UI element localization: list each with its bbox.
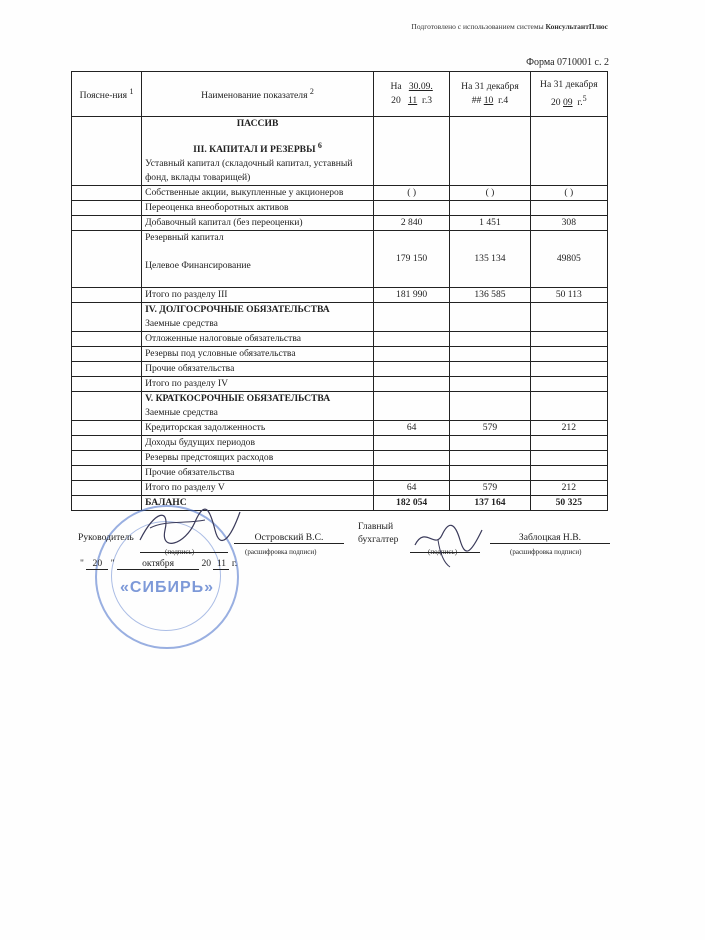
chief-handwritten-signature: [410, 515, 490, 570]
chief-decode-caption: (расшифровка подписи): [510, 548, 582, 556]
col4-title: На 31 декабря: [461, 81, 519, 92]
col-note-label: Поясне-ния: [79, 90, 128, 102]
note-cell: [72, 421, 142, 436]
row-label-payables: Кредиторская задолженность: [142, 421, 374, 436]
row-label-lt-other: Прочие обязательства: [142, 362, 374, 377]
value-cell: [530, 347, 607, 362]
chief-name: Заблоцкая Н.В.: [490, 532, 610, 544]
value-cell: [530, 303, 607, 332]
note-cell: [72, 362, 142, 377]
value-cell: 182 054: [374, 496, 450, 511]
row-label-deferred-tax: Отложенные налоговые обязательства: [142, 332, 374, 347]
value-cell: 579: [450, 481, 530, 496]
col5-year-prefix: 20: [551, 97, 561, 109]
chief-label-line1: Главный: [358, 521, 394, 532]
prepared-note: [411, 22, 608, 31]
system-name: КонсультантПлюс: [545, 22, 608, 31]
table-row: [72, 332, 608, 347]
balance-table: [71, 71, 608, 511]
date-day: 20: [86, 558, 108, 570]
value-cell: [530, 362, 607, 377]
value-cell: [530, 466, 607, 481]
row-label-additional-capital: Добавочный капитал (без переоценки): [142, 216, 374, 231]
value-cell: 181 990: [374, 288, 450, 303]
col3-date: 30.09.: [408, 81, 433, 92]
note-cell: [72, 303, 142, 332]
chief-accountant-label: [358, 520, 398, 546]
section5-cell: [142, 392, 374, 421]
value-cell: [374, 377, 450, 392]
value-cell: [450, 201, 530, 216]
col3-year-prefix: 20: [391, 95, 401, 106]
note-cell: [72, 117, 142, 186]
value-cell: [530, 117, 607, 186]
value-cell: 50 325: [530, 496, 607, 511]
value-cell: 1 451: [450, 216, 530, 231]
section3-sup: 6: [317, 141, 322, 150]
note-cell: [72, 496, 142, 511]
value-cell: ( ): [450, 186, 530, 201]
chief-label-line2: бухгалтер: [358, 534, 399, 545]
note-cell: [72, 347, 142, 362]
section5-title: V. КРАТКОСРОЧНЫЕ ОБЯЗАТЕЛЬСТВА: [145, 393, 331, 405]
value-cell: [450, 332, 530, 347]
col5-sup: 5: [582, 93, 587, 103]
value-cell: [374, 451, 450, 466]
date-year: 11: [213, 558, 229, 570]
row-label-deferred-income: Доходы будущих периодов: [142, 436, 374, 451]
table-row: [72, 231, 608, 288]
col-name-label: Наименование показателя: [201, 90, 308, 102]
col-note-sup: 1: [129, 86, 134, 96]
table-row: [72, 421, 608, 436]
form-number: Форма 0710001 с. 2: [526, 57, 609, 68]
section-header-cell: [142, 117, 374, 186]
value-cell: [530, 332, 607, 347]
value-cell: [530, 392, 607, 421]
value-cell: 136 585: [450, 288, 530, 303]
table-row: [72, 216, 608, 231]
note-cell: [72, 201, 142, 216]
row-label-lt-borrowings: Заемные средства: [145, 318, 218, 330]
value-cell: [450, 362, 530, 377]
passive-title: ПАССИВ: [236, 118, 279, 129]
row-label-charter-capital: Уставный капитал (складочный капитал, уставный фонд, вклады товарищей): [145, 158, 353, 184]
value-cell: 137 164: [450, 496, 530, 511]
row-label-revaluation: Переоценка внеоборотных активов: [142, 201, 374, 216]
note-cell: [72, 481, 142, 496]
date-year-suffix: г.: [231, 558, 238, 569]
note-cell: [72, 377, 142, 392]
table-row: [72, 392, 608, 421]
note-cell: [72, 332, 142, 347]
row-label-total-section5: Итого по разделу V: [142, 481, 374, 496]
value-cell: [450, 436, 530, 451]
row-label-reserve-capital: Резервный капитал: [145, 232, 224, 244]
table-row: [72, 347, 608, 362]
value-cell: ( ): [530, 186, 607, 201]
value-cell: [450, 451, 530, 466]
table-row: [72, 481, 608, 496]
value-cell: [530, 451, 607, 466]
table-row: [72, 288, 608, 303]
col3-year: 11: [407, 95, 418, 106]
head-label: Руководитель: [78, 532, 134, 543]
value-cell: ( ): [374, 186, 450, 201]
table-row: [72, 186, 608, 201]
row-label-future-expense-reserves: Резервы предстоящих расходов: [142, 451, 374, 466]
row-label-contingent-reserves: Резервы под условные обязательства: [142, 347, 374, 362]
value-cell: 49805: [530, 231, 607, 288]
value-cell: [374, 303, 450, 332]
value-cell: 579: [450, 421, 530, 436]
col5-year: 09: [563, 97, 573, 109]
table-row: [72, 201, 608, 216]
value-cell: 308: [530, 216, 607, 231]
row-label-total-section3: Итого по разделу III: [142, 288, 374, 303]
note-cell: [72, 392, 142, 421]
note-cell: [72, 231, 142, 288]
row-label-balance: БАЛАНС: [142, 496, 374, 511]
value-cell: [530, 377, 607, 392]
stamp-text: «СИБИРЬ»: [119, 579, 215, 596]
table-row: [72, 303, 608, 332]
head-signature-caption: (подпись): [165, 548, 195, 556]
value-cell: [450, 392, 530, 421]
row-label-total-section4: Итого по разделу IV: [142, 377, 374, 392]
note-cell: [72, 288, 142, 303]
section4-cell: [142, 303, 374, 332]
col-note-header: [72, 72, 142, 117]
col-period3-header: [530, 72, 607, 117]
date-year-prefix: 20: [201, 558, 212, 569]
row-label-own-shares: Собственные акции, выкупленные у акционеров: [142, 186, 374, 201]
table-header-row: [72, 72, 608, 117]
head-handwritten-signature: [135, 500, 245, 560]
value-cell: [374, 392, 450, 421]
prepared-note-text: Подготовлено с использованием системы: [411, 22, 544, 31]
date-month: октября: [117, 558, 199, 570]
note-cell: [72, 186, 142, 201]
col4-suffix: г.4: [498, 95, 509, 106]
col3-suffix: г.3: [422, 95, 433, 106]
date-close-quote: ": [110, 558, 115, 569]
head-decode-caption: (расшифровка подписи): [245, 548, 317, 556]
value-cell: [374, 347, 450, 362]
value-cell: [530, 436, 607, 451]
value-cell: 2 840: [374, 216, 450, 231]
value-cell: 64: [374, 481, 450, 496]
col-name-header: [142, 72, 374, 117]
value-cell: [450, 117, 530, 186]
table-row: [72, 466, 608, 481]
value-cell: [374, 332, 450, 347]
col4-year-prefix: ##: [471, 95, 482, 106]
note-cell: [72, 451, 142, 466]
value-cell: [450, 377, 530, 392]
value-cell: 179 150: [374, 231, 450, 288]
value-cell: [450, 303, 530, 332]
row-label-st-borrowings: Заемные средства: [145, 407, 218, 419]
table-row: [72, 436, 608, 451]
head-name: Островский В.С.: [234, 532, 344, 544]
section3-title: III. КАПИТАЛ И РЕЗЕРВЫ: [193, 144, 316, 156]
value-cell: 212: [530, 481, 607, 496]
table-row: [72, 377, 608, 392]
col-period2-header: [450, 72, 530, 117]
value-cell: [530, 201, 607, 216]
value-cell: [374, 117, 450, 186]
col-name-sup: 2: [309, 86, 314, 96]
col4-year: 10: [483, 95, 494, 106]
row-label-target-financing: Целевое Финансирование: [145, 260, 251, 272]
reserve-target-cell: [142, 231, 374, 288]
col5-title: На 31 декабря: [540, 78, 598, 90]
value-cell: 135 134: [450, 231, 530, 288]
col5-suffix: г.: [577, 97, 583, 109]
value-cell: 64: [374, 421, 450, 436]
value-cell: 212: [530, 421, 607, 436]
value-cell: [450, 347, 530, 362]
value-cell: [450, 466, 530, 481]
section3-title-wrap: [145, 139, 370, 157]
table-row: [72, 451, 608, 466]
value-cell: [374, 362, 450, 377]
note-cell: [72, 436, 142, 451]
chief-signature-caption: (подпись): [428, 548, 458, 556]
note-cell: [72, 466, 142, 481]
date-open-quote: ": [80, 558, 84, 569]
section4-title: IV. ДОЛГОСРОЧНЫЕ ОБЯЗАТЕЛЬСТВА: [145, 304, 330, 316]
value-cell: [374, 201, 450, 216]
row-label-st-other: Прочие обязательства: [142, 466, 374, 481]
value-cell: [374, 466, 450, 481]
col3-prefix: На: [390, 81, 402, 92]
table-row: [72, 117, 608, 186]
note-cell: [72, 216, 142, 231]
table-row: [72, 362, 608, 377]
col-period1-header: [374, 72, 450, 117]
value-cell: [374, 436, 450, 451]
value-cell: 50 113: [530, 288, 607, 303]
